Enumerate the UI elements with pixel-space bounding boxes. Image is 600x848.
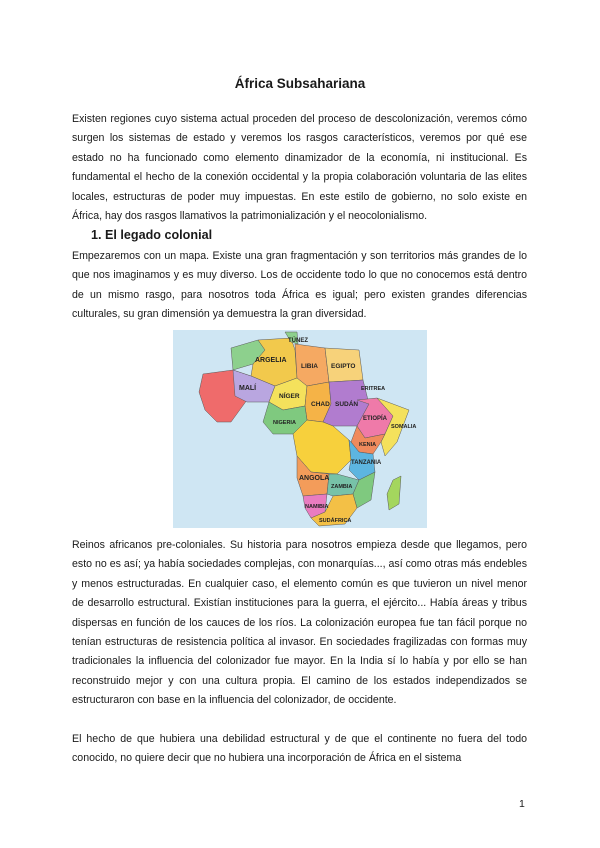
label-namibia: NAMIBIA [305, 504, 329, 510]
label-sudafrica: SUDÁFRICA [319, 518, 352, 524]
label-zambia: ZAMBIA [331, 484, 353, 490]
label-argelia: ARGELIA [255, 357, 287, 364]
document-title: África Subsahariana [234, 76, 366, 91]
label-etiopia: ETIOPÍA [363, 416, 388, 422]
label-tunez: TÚNEZ [288, 338, 308, 344]
label-angola: ANGOLA [299, 475, 330, 482]
page-number: 1 [519, 798, 525, 810]
body-paragraph: Reinos africanos pre-coloniales. Su historia para nosotros empieza desde que llegamos, pero esto no es así; ya había sociedades complejas, con monarquías..., así como otras más endebles y menos estructuradas. En cualquier caso, el elemento común es que tuvieron un nivel menor de desarrollo estructural. Existían instituciones para la guerra, el ejército... Había áreas y tribus dispersas en función de los cauces de los ríos. La colonización europea fue tan fácil porque no tenían estructuras de resistencia política al invasor. En sociedades fragilizadas con formas muy tradicionales la influencia del colonizador fue mayor. En la India sí lo había y por ello se han reconstruido mejor y con una cultura propia. El camino de los estados independizados se estructuraron con base en la influencia del colonizador, de occidente. [72, 539, 527, 707]
label-chad: CHAD [311, 401, 330, 408]
label-kenia: KENIA [359, 442, 377, 448]
closing-paragraph: El hecho de que hubiera una debilidad estructural y de que el continente no fuera del todo conocido, no quiere decir que no hubiera una incorporación de África en el sistema [72, 733, 527, 765]
region-madagascar [387, 476, 401, 510]
label-somalia: SOMALIA [391, 424, 417, 430]
label-egipto: EGIPTO [331, 363, 356, 370]
label-tanzania: TANZANIA [351, 460, 382, 466]
africa-map-svg [173, 330, 427, 528]
section-heading: 1. El legado colonial [91, 228, 213, 242]
label-sudan: SUDÁN [335, 401, 359, 408]
label-nigeria: NIGERIA [273, 420, 296, 426]
africa-political-map [173, 330, 427, 528]
label-libia: LIBIA [301, 363, 318, 370]
intro-paragraph: Existen regiones cuyo sistema actual proceden del proceso de descolonización, veremos cómo surgen los sistemas de estado y veremos los rasgos característicos, veremos por qué ese estado no ha funcionado como elemento dinamizador de la economía, ni institucional. Es fundamental el hecho de la conexión occidental y la propia colaboración voluntaria de las elites locales, estructuras de poder muy impuestas. En este estilo de gobierno, no solo existe en África, hay dos rasgos llamativos la patrimonialización y el neocolonialismo. [72, 113, 527, 223]
label-eritrea: ERITREA [361, 386, 386, 392]
section-paragraph: Empezaremos con un mapa. Existe una gran fragmentación y son territorios más grandes de lo que nos imaginamos y es muy diverso. Los de occidente todo lo que no conocemos está dentro de un mismo rasgo, para nosotros toda África es igual; pero existen grandes diferencias culturales, su gran dimensión ya demuestra la gran diversidad. [72, 250, 527, 321]
label-mali: MALÍ [239, 385, 257, 392]
label-niger: NÍGER [279, 393, 300, 400]
